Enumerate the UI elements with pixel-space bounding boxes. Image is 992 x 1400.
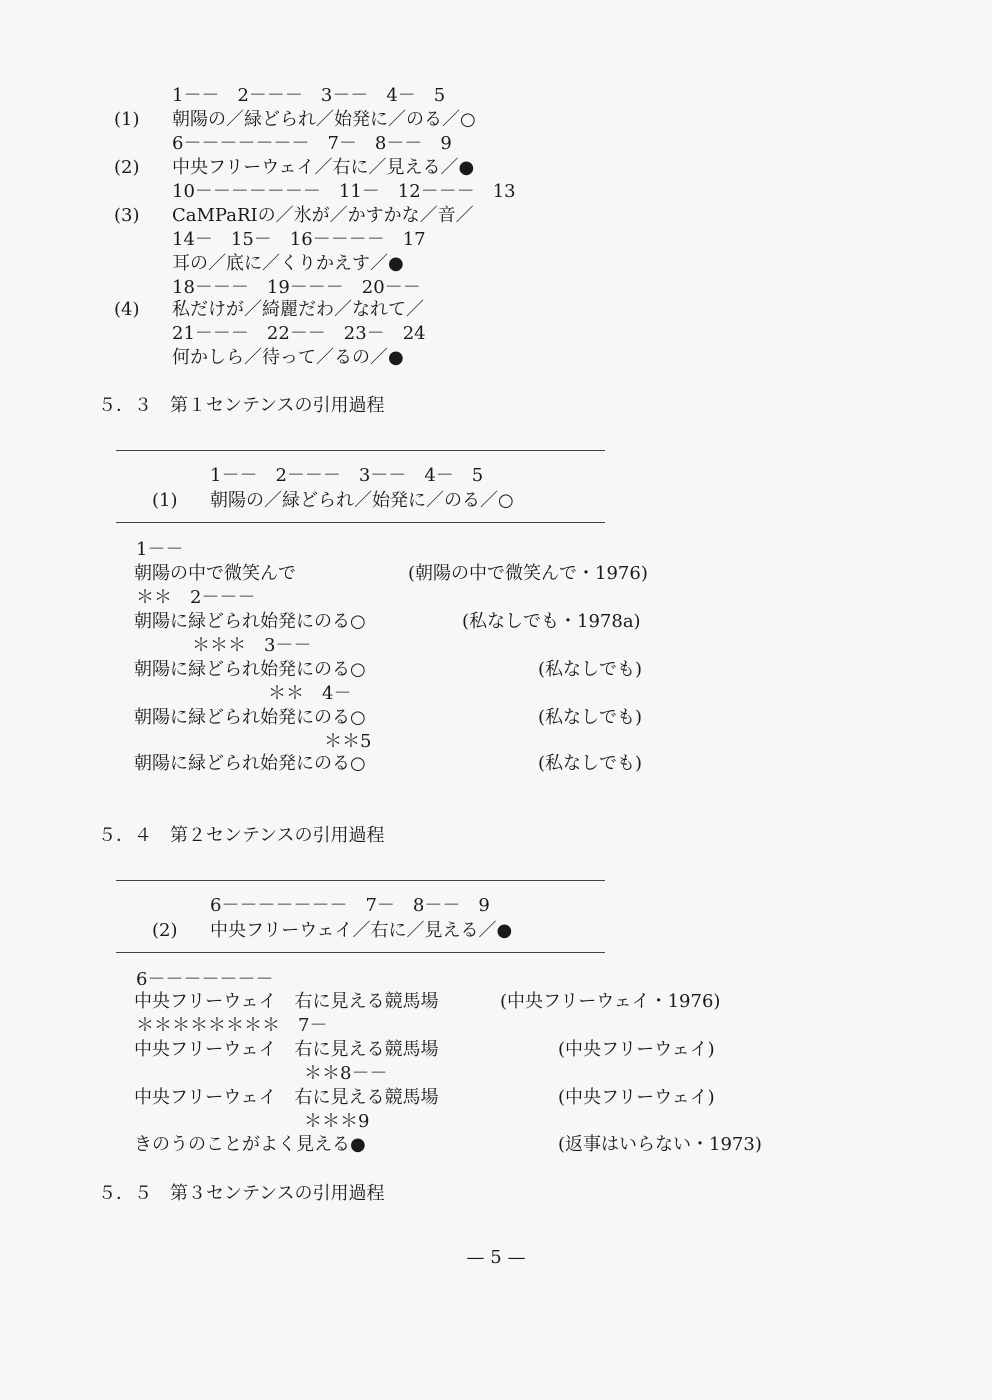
s3-row-5-source: (私なしでも) bbox=[538, 753, 643, 774]
s3-row-1-marker: 1－－ bbox=[136, 539, 184, 560]
item-4-number: (4) bbox=[114, 299, 140, 320]
s3-row-3-marker: ＊＊＊ 3－－ bbox=[192, 635, 312, 656]
box-bottom-rule bbox=[116, 522, 605, 523]
box-1-number: (1) bbox=[152, 490, 178, 511]
item-4-text-2: 何かしら／待って／るの／● bbox=[172, 347, 404, 368]
box-2-text: 中央フリーウェイ／右に／見える／● bbox=[210, 920, 513, 941]
s3-row-4-source: (私なしでも) bbox=[538, 707, 643, 728]
s4-row-1-text: 中央フリーウェイ 右に見える競馬場 bbox=[134, 991, 439, 1012]
box-bottom-rule bbox=[116, 952, 605, 953]
s4-row-3-source: (中央フリーウェイ) bbox=[558, 1087, 715, 1108]
item-3-text-2: 耳の／底に／くりかえす／● bbox=[172, 253, 404, 274]
s4-row-1-source: (中央フリーウェイ・1976) bbox=[500, 991, 721, 1012]
box-2-ticks: 6－－－－－－－ 7－ 8－－ 9 bbox=[210, 895, 490, 916]
s4-row-1-marker: 6－－－－－－－ bbox=[136, 969, 274, 990]
box-top-rule bbox=[116, 880, 605, 881]
section-5-4-heading: ５．４ 第２センテンスの引用過程 bbox=[98, 825, 385, 846]
page-number: — 5 — bbox=[466, 1247, 526, 1268]
box-1-text: 朝陽の／緑どられ／始発に／のる／○ bbox=[210, 490, 514, 511]
s3-row-4-text: 朝陽に緑どられ始発にのる○ bbox=[134, 707, 366, 728]
item-4-ticks: 18－－－ 19－－－ 20－－ bbox=[172, 277, 421, 298]
item-1-ticks: 1－－ 2－－－ 3－－ 4－ 5 bbox=[172, 85, 446, 106]
s3-row-2-marker: ＊＊ 2－－－ bbox=[136, 587, 256, 608]
s4-row-3-text: 中央フリーウェイ 右に見える競馬場 bbox=[134, 1087, 439, 1108]
box-2-number: (2) bbox=[152, 920, 178, 941]
box-1-ticks: 1－－ 2－－－ 3－－ 4－ 5 bbox=[210, 465, 484, 486]
item-4-ticks-2: 21－－－ 22－－ 23－ 24 bbox=[172, 323, 426, 344]
item-3-ticks: 10－－－－－－－ 11－ 12－－－ 13 bbox=[172, 181, 516, 202]
item-1-number: (1) bbox=[114, 109, 140, 130]
s4-row-4-marker: ＊＊＊9 bbox=[304, 1111, 370, 1132]
s3-row-2-text: 朝陽に緑どられ始発にのる○ bbox=[134, 611, 366, 632]
s3-row-2-source: (私なしでも・1978a) bbox=[462, 611, 641, 632]
item-2-ticks: 6－－－－－－－ 7－ 8－－ 9 bbox=[172, 133, 452, 154]
section-5-3-heading: ５．３ 第１センテンスの引用過程 bbox=[98, 395, 385, 416]
section-5-5-heading: ５．５ 第３センテンスの引用過程 bbox=[98, 1183, 385, 1204]
s3-row-1-text: 朝陽の中で微笑んで bbox=[134, 563, 296, 584]
s4-row-2-text: 中央フリーウェイ 右に見える競馬場 bbox=[134, 1039, 439, 1060]
s4-row-2-marker: ＊＊＊＊＊＊＊＊ 7－ bbox=[136, 1015, 328, 1036]
s4-row-3-marker: ＊＊8－－ bbox=[304, 1063, 388, 1084]
item-3-number: (3) bbox=[114, 205, 140, 226]
s4-row-2-source: (中央フリーウェイ) bbox=[558, 1039, 715, 1060]
s3-row-4-marker: ＊＊ 4－ bbox=[268, 683, 352, 704]
s3-row-3-text: 朝陽に緑どられ始発にのる○ bbox=[134, 659, 366, 680]
s3-row-1-source: (朝陽の中で微笑んで・1976) bbox=[408, 563, 648, 584]
s3-row-5-text: 朝陽に緑どられ始発にのる○ bbox=[134, 753, 366, 774]
item-2-number: (2) bbox=[114, 157, 140, 178]
s3-row-5-marker: ＊＊5 bbox=[324, 731, 372, 752]
box-top-rule bbox=[116, 450, 605, 451]
s4-row-4-text: きのうのことがよく見える● bbox=[134, 1134, 366, 1155]
s3-row-3-source: (私なしでも) bbox=[538, 659, 643, 680]
item-3-ticks-2: 14－ 15－ 16－－－－ 17 bbox=[172, 229, 426, 250]
item-2-text: 中央フリーウェイ／右に／見える／● bbox=[172, 157, 475, 178]
s4-row-4-source: (返事はいらない・1973) bbox=[558, 1134, 762, 1155]
item-4-text: 私だけが／綺麗だわ／なれて／ bbox=[172, 299, 424, 320]
item-3-text: CaMPaRIの／氷が／かすかな／音／ bbox=[172, 205, 474, 226]
item-1-text: 朝陽の／緑どられ／始発に／のる／○ bbox=[172, 109, 476, 130]
